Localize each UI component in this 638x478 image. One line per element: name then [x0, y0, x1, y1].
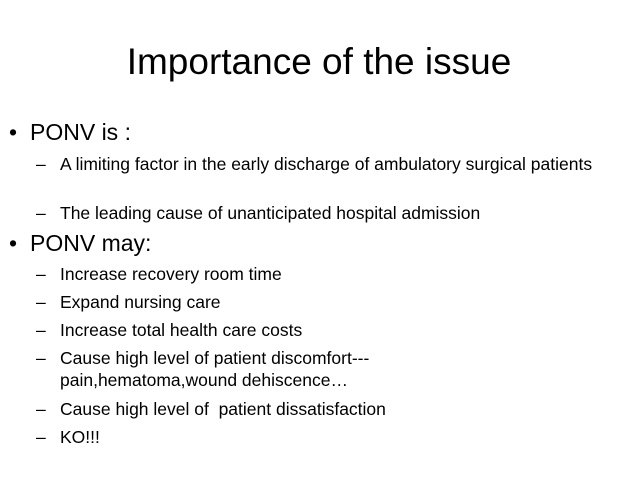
dash-icon: –: [36, 427, 46, 447]
sub-item-text: A limiting factor in the early discharge of ambulatory surgical patients: [60, 154, 593, 174]
bullet-icon: •: [9, 230, 18, 256]
bullet-icon: •: [9, 119, 18, 145]
dash-icon: –: [36, 264, 46, 284]
bullet-heading: PONV may:: [30, 230, 152, 256]
dash-icon: –: [36, 399, 46, 419]
dash-icon: –: [36, 203, 46, 223]
dash-icon: –: [36, 154, 46, 174]
dash-icon: –: [36, 348, 46, 368]
dash-icon: –: [36, 292, 46, 312]
sub-item-text: KO!!!: [60, 427, 100, 447]
bullet-heading: PONV is :: [30, 119, 131, 145]
dash-icon: –: [36, 320, 46, 340]
sub-item-text: Increase recovery room time: [60, 264, 282, 284]
sub-item-text: Increase total health care costs: [60, 320, 303, 340]
sub-item-text: Expand nursing care: [60, 292, 221, 312]
sub-item-text: The leading cause of unanticipated hospital admission: [60, 203, 481, 223]
slide-title: Importance of the issue: [126, 41, 512, 82]
sub-item-text: Cause high level of patient dissatisfaction: [60, 399, 386, 419]
sub-item-text: Cause high level of patient discomfort---pain,hematoma,wound dehiscence…: [60, 348, 370, 390]
